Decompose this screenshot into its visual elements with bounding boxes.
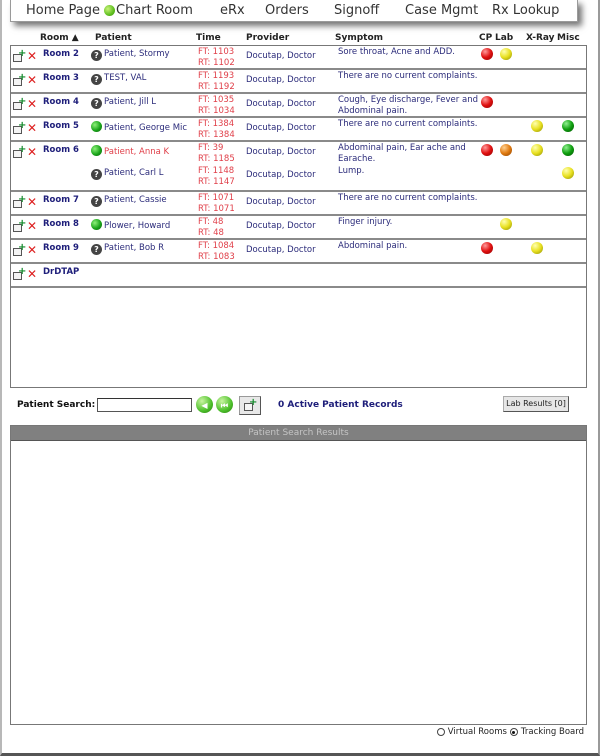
patient-name[interactable]: Patient, Stormy: [104, 49, 170, 59]
provider-name: Docutap, Doctor: [246, 197, 316, 207]
delete-room-icon[interactable]: ✕: [27, 267, 38, 281]
rt-time: RT: 1071: [198, 204, 235, 214]
ft-time: FT: 48: [198, 217, 224, 227]
provider-name: Docutap, Doctor: [246, 99, 316, 109]
lab-status-yellow-icon[interactable]: [500, 48, 512, 60]
room-row[interactable]: [11, 70, 586, 94]
nav-orders[interactable]: Orders: [265, 3, 309, 18]
provider-name: Docutap, Doctor: [246, 170, 316, 180]
time-cell: [198, 143, 235, 165]
symptom-text: [338, 95, 478, 117]
patient-cell[interactable]: [91, 97, 156, 109]
ft-time: FT: 39: [198, 143, 224, 153]
room-label[interactable]: Room 7: [43, 195, 79, 205]
view-toggle: [437, 727, 584, 737]
delete-room-icon[interactable]: ✕: [27, 195, 38, 209]
symptom-text: [338, 119, 477, 130]
room-row[interactable]: [11, 192, 586, 216]
delete-room-icon[interactable]: ✕: [27, 145, 38, 159]
add-patient-icon[interactable]: +: [13, 147, 25, 158]
column-headers: [0, 33, 600, 45]
rt-time: RT: 1102: [198, 58, 235, 68]
nav-signoff[interactable]: Signoff: [334, 3, 380, 18]
time-cell: [198, 217, 224, 239]
time-cell: [198, 166, 235, 188]
symptom-line: Finger injury.: [338, 217, 393, 227]
ft-time: FT: 1035: [198, 95, 235, 105]
col-header-room[interactable]: Room ▲: [40, 33, 79, 43]
room-label[interactable]: Room 3: [43, 73, 79, 83]
patient-search-results: [10, 425, 587, 725]
symptom-text: [338, 143, 466, 165]
cp-status-red-icon[interactable]: [481, 242, 493, 254]
room-row[interactable]: [11, 46, 586, 70]
patient-cell[interactable]: [91, 121, 187, 133]
patient-name[interactable]: Plower, Howard: [104, 221, 171, 231]
patient-cell[interactable]: [91, 168, 163, 180]
patient-cell[interactable]: [91, 73, 146, 85]
tracking-board-label[interactable]: Tracking Board: [520, 727, 584, 737]
symptom-text: [338, 166, 364, 177]
room-label[interactable]: Room 2: [43, 49, 79, 59]
rt-time: RT: 1192: [198, 82, 235, 92]
first-record-button[interactable]: [216, 396, 233, 413]
symptom-line: Earache.: [338, 154, 376, 164]
rt-time: RT: 1185: [198, 154, 235, 164]
time-cell: [198, 193, 235, 215]
add-patient-icon[interactable]: +: [13, 99, 25, 110]
symptom-text: [338, 217, 392, 228]
virtual-rooms-radio[interactable]: [437, 728, 445, 736]
cp-status-red-icon[interactable]: [481, 144, 493, 156]
symptom-line: There are no current complaints.: [338, 71, 478, 81]
room-label[interactable]: Room 6: [43, 145, 79, 155]
tracking-board-radio[interactable]: [510, 728, 518, 736]
nav-chart-room[interactable]: Chart Room: [116, 3, 193, 18]
patient-cell[interactable]: [91, 145, 169, 157]
col-header-patient[interactable]: Patient: [95, 33, 132, 43]
room-row[interactable]: [11, 264, 586, 288]
arrow-left-icon: ◀: [201, 401, 208, 410]
room-label[interactable]: Room 8: [43, 219, 79, 229]
ft-time: FT: 1084: [198, 241, 235, 251]
nav-home-page[interactable]: Home Page: [26, 3, 100, 18]
col-header-provider[interactable]: Provider: [246, 33, 290, 43]
time-cell: [198, 241, 235, 263]
patient-name[interactable]: Patient, George Mic: [104, 123, 188, 133]
lab-results-button[interactable]: Lab Results [0]: [503, 396, 569, 412]
lab-status-orange-icon[interactable]: [500, 144, 512, 156]
misc-status-yellow-icon[interactable]: [562, 167, 574, 179]
delete-room-icon[interactable]: ✕: [27, 49, 38, 63]
ft-time: FT: 1193: [198, 71, 235, 81]
misc-status-green-icon[interactable]: [562, 144, 574, 156]
col-header-time[interactable]: Time: [196, 33, 221, 43]
add-patient-icon: +: [244, 400, 256, 411]
add-patient-icon[interactable]: +: [13, 123, 25, 134]
patient-name[interactable]: Patient, Carl L: [104, 168, 164, 178]
delete-room-icon[interactable]: ✕: [27, 121, 38, 135]
delete-room-icon[interactable]: ✕: [27, 73, 38, 87]
symptom-line: Abdominal pain, Ear ache and: [338, 143, 466, 153]
patient-search-input[interactable]: [97, 398, 192, 412]
status-unknown-icon: ?: [91, 244, 102, 255]
back-arrow-button[interactable]: [196, 396, 213, 413]
time-cell: [198, 95, 235, 117]
status-unknown-icon: ?: [91, 169, 102, 180]
ft-time: FT: 1384: [198, 119, 235, 129]
status-unknown-icon: ?: [91, 98, 102, 109]
nav-case-mgmt[interactable]: Case Mgmt: [405, 3, 479, 18]
rt-time: RT: 1083: [198, 252, 235, 262]
add-patient-icon[interactable]: +: [13, 269, 25, 280]
patient-name[interactable]: Patient, Cassie: [104, 195, 167, 205]
patient-cell[interactable]: [91, 195, 167, 207]
time-cell: [198, 47, 235, 69]
rt-time: RT: 1034: [198, 106, 235, 116]
active-records-count: 0 Active Patient Records: [278, 400, 403, 410]
patient-search-label: Patient Search:: [17, 400, 96, 410]
lab-status-yellow-icon[interactable]: [500, 218, 512, 230]
add-patient-icon[interactable]: +: [13, 51, 25, 62]
symptom-line: There are no current complaints.: [338, 193, 478, 203]
provider-name: Docutap, Doctor: [246, 123, 316, 133]
patient-cell[interactable]: [91, 243, 164, 255]
new-patient-button[interactable]: [239, 396, 261, 415]
add-patient-icon[interactable]: +: [13, 245, 25, 256]
symptom-line: There are no current complaints.: [338, 119, 478, 129]
room-label[interactable]: DrDTAP: [43, 267, 80, 277]
ft-time: FT: 1071: [198, 193, 235, 203]
status-unknown-icon: ?: [91, 50, 102, 61]
xray-status-yellow-icon[interactable]: [531, 144, 543, 156]
patient-name[interactable]: TEST, VAL: [104, 73, 147, 83]
delete-room-icon[interactable]: ✕: [27, 243, 38, 257]
provider-name: Docutap, Doctor: [246, 245, 316, 255]
rt-time: RT: 48: [198, 228, 224, 238]
nav-rx-lookup[interactable]: Rx Lookup: [492, 3, 560, 18]
room-row[interactable]: [11, 240, 586, 264]
rt-time: RT: 1384: [198, 130, 235, 140]
add-patient-icon[interactable]: +: [13, 221, 25, 232]
col-header-misc: Misc: [557, 33, 580, 43]
top-nav: [10, 0, 578, 22]
xray-status-yellow-icon[interactable]: [531, 242, 543, 254]
patient-search-bar: [0, 396, 600, 416]
skip-first-icon: ⏮: [220, 401, 229, 410]
status-green-icon: [91, 219, 102, 230]
status-green-icon: [91, 145, 102, 156]
time-cell: [198, 119, 235, 141]
patient-cell[interactable]: [91, 219, 170, 231]
ft-time: FT: 1148: [198, 166, 235, 176]
room-row[interactable]: [11, 118, 586, 142]
rt-time: RT: 1147: [198, 177, 235, 187]
symptom-text: [338, 193, 477, 204]
status-unknown-icon: ?: [91, 196, 102, 207]
patient-name[interactable]: Patient, Bob R: [104, 243, 165, 253]
patient-name[interactable]: Patient, Anna K: [104, 147, 170, 157]
cp-status-red-icon[interactable]: [481, 96, 493, 108]
col-header-cp: CP: [479, 33, 493, 43]
symptom-line: Sore throat, Acne and ADD.: [338, 47, 455, 57]
provider-name: Docutap, Doctor: [246, 51, 316, 61]
symptom-line: Cough, Eye discharge, Fever and: [338, 95, 478, 105]
misc-status-green-icon[interactable]: [562, 120, 574, 132]
provider-name: Docutap, Doctor: [246, 147, 316, 157]
room-label[interactable]: Room 4: [43, 97, 79, 107]
room-row[interactable]: [11, 94, 586, 118]
tracking-board: [10, 45, 587, 388]
symptom-line: Abdominal pain.: [338, 241, 408, 251]
results-header: Patient Search Results: [11, 426, 586, 441]
patient-name[interactable]: Patient, Jill L: [104, 97, 157, 107]
time-cell: [198, 71, 235, 93]
cp-status-red-icon[interactable]: [481, 48, 493, 60]
col-header-symptom[interactable]: Symptom: [335, 33, 384, 43]
provider-name: Docutap, Doctor: [246, 221, 316, 231]
status-green-icon: [91, 121, 102, 132]
symptom-text: [338, 241, 407, 252]
nav-erx[interactable]: eRx: [220, 3, 245, 18]
add-patient-icon[interactable]: +: [13, 75, 25, 86]
room-label[interactable]: Room 5: [43, 121, 79, 131]
ft-time: FT: 1103: [198, 47, 235, 57]
delete-room-icon[interactable]: ✕: [27, 97, 38, 111]
symptom-line: Lump.: [338, 166, 365, 176]
status-unknown-icon: ?: [91, 74, 102, 85]
delete-room-icon[interactable]: ✕: [27, 219, 38, 233]
symptom-text: [338, 47, 455, 58]
provider-name: Docutap, Doctor: [246, 75, 316, 85]
col-header-xray: X-Ray: [526, 33, 555, 43]
virtual-rooms-label[interactable]: Virtual Rooms: [447, 727, 507, 737]
room-row[interactable]: [11, 216, 586, 240]
col-header-lab: Lab: [495, 33, 514, 43]
add-patient-icon[interactable]: +: [13, 197, 25, 208]
symptom-text: [338, 71, 477, 82]
room-row[interactable]: [11, 142, 586, 192]
status-green-dot-icon: [104, 5, 115, 16]
symptom-line: Abdominal pain.: [338, 106, 408, 116]
patient-cell[interactable]: [91, 49, 170, 61]
xray-status-yellow-icon[interactable]: [531, 120, 543, 132]
room-label[interactable]: Room 9: [43, 243, 79, 253]
